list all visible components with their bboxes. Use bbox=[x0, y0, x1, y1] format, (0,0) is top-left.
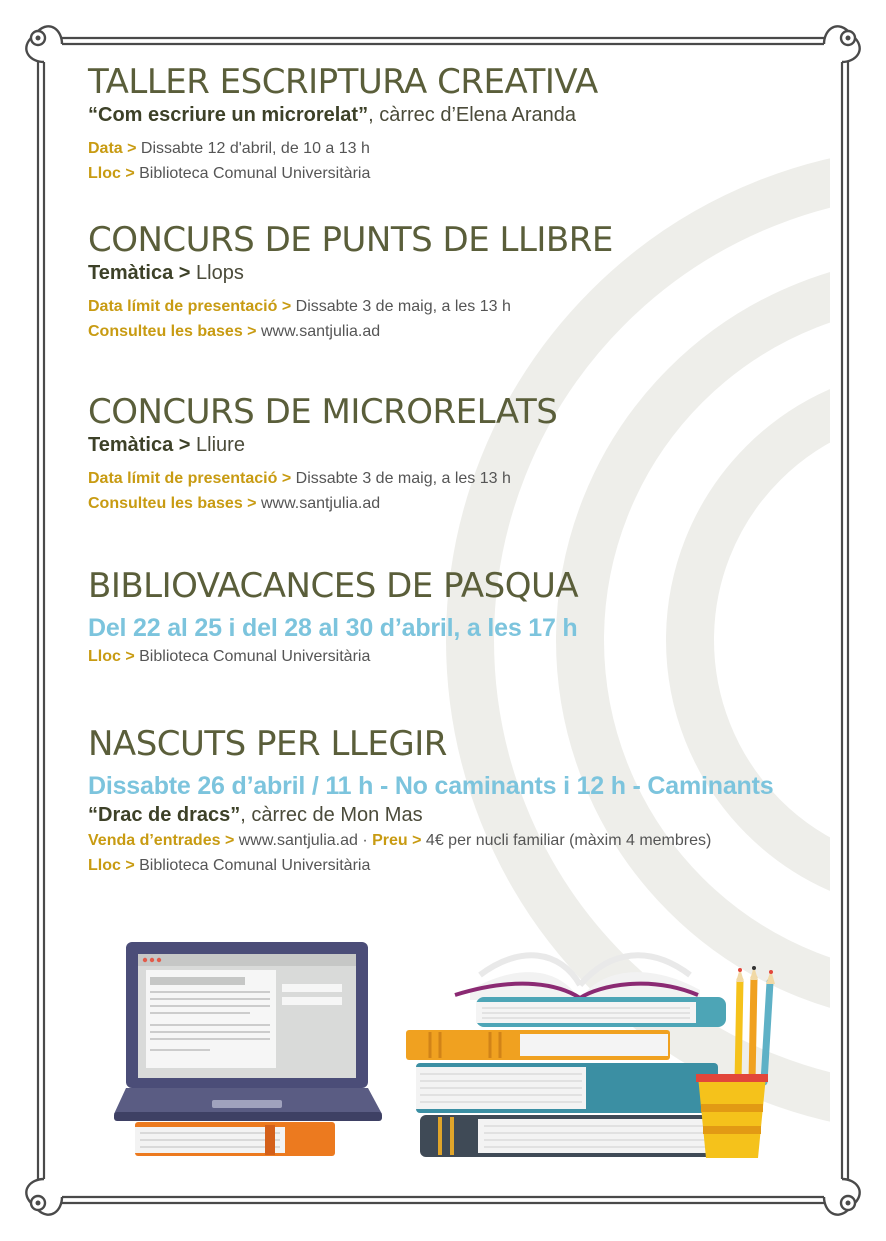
info-line-bases: Consulteu les bases > www.santjulia.ad bbox=[88, 323, 381, 340]
corner-ornament-br bbox=[824, 1179, 860, 1215]
info-line-place: Lloc > Biblioteca Comunal Universitària bbox=[88, 648, 371, 665]
section-subtitle: “Com escriure un microrelat”, càrrec d’Elena Aranda bbox=[88, 104, 576, 126]
section-highlight: Dissabte 26 d’abril / 11 h - No caminants i 12 h - Caminants bbox=[88, 772, 774, 800]
section-concurs-microrelats bbox=[88, 392, 828, 516]
section-taller-escriptura bbox=[88, 62, 828, 186]
corner-ornament-tr bbox=[824, 26, 860, 62]
corner-ornament-bl bbox=[26, 1179, 62, 1215]
section-title: TALLER ESCRIPTURA CREATIVA bbox=[88, 62, 598, 102]
section-title: NASCUTS PER LLEGIR bbox=[88, 724, 447, 764]
info-line-deadline: Data límit de presentació > Dissabte 3 de maig, a les 13 h bbox=[88, 470, 511, 487]
section-title: CONCURS DE MICRORELATS bbox=[88, 392, 558, 432]
info-line-date: Data > Dissabte 12 d'abril, de 10 a 13 h bbox=[88, 140, 370, 157]
section-subtitle: Temàtica > Llops bbox=[88, 262, 244, 284]
info-line-bases: Consulteu les bases > www.santjulia.ad bbox=[88, 495, 381, 512]
section-concurs-punts-llibre bbox=[88, 220, 828, 344]
section-title: CONCURS DE PUNTS DE LLIBRE bbox=[88, 220, 613, 260]
section-bibliovacances bbox=[88, 566, 828, 669]
info-line-deadline: Data límit de presentació > Dissabte 3 de maig, a les 13 h bbox=[88, 298, 511, 315]
section-title: BIBLIOVACANCES DE PASQUA bbox=[88, 566, 579, 606]
section-subtitle: Temàtica > Lliure bbox=[88, 434, 245, 456]
info-line-place: Lloc > Biblioteca Comunal Universitària bbox=[88, 165, 371, 182]
section-subtitle: “Drac de dracs”, càrrec de Mon Mas bbox=[88, 804, 423, 826]
section-highlight: Del 22 al 25 i del 28 al 30 d’abril, a les 17 h bbox=[88, 614, 578, 642]
section-nascuts-per-llegir bbox=[88, 724, 828, 878]
info-line-place: Lloc > Biblioteca Comunal Universitària bbox=[88, 857, 371, 874]
info-line-sales: Venda d’entrades > www.santjulia.ad · Preu > 4€ per nucli familiar (màxim 4 membres) bbox=[88, 832, 712, 849]
corner-ornament-tl bbox=[26, 26, 62, 62]
